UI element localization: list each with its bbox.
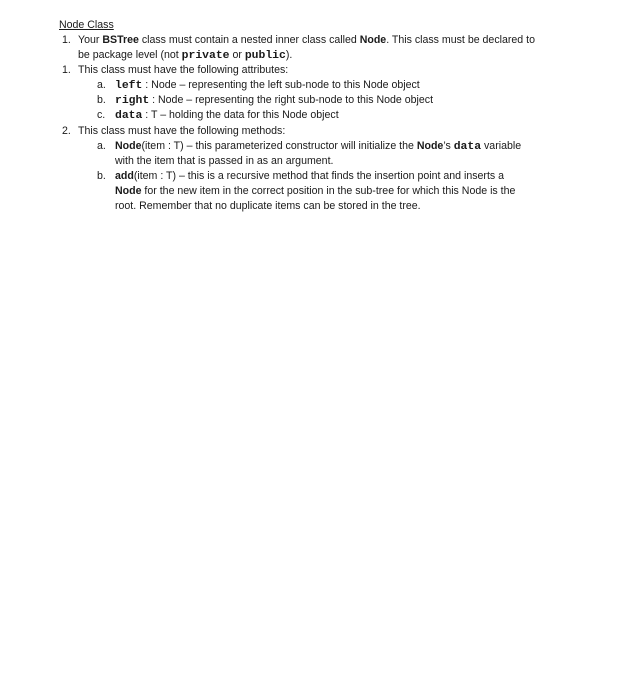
- method-add-line-2: [115, 184, 515, 199]
- left-field: left: [115, 80, 143, 92]
- method-add-desc: for the new item in the correct position in the sub-tree for which this Node is the: [141, 185, 516, 197]
- right-field: right: [115, 95, 150, 107]
- item-1-text: Your: [78, 34, 103, 46]
- item-1-line-1: [78, 33, 535, 48]
- item-1-text: be package level (not: [78, 49, 182, 61]
- item-3-number: 2.: [62, 125, 71, 137]
- item-1-text: . This class must be declared to: [386, 34, 535, 46]
- data-field: data: [453, 141, 482, 153]
- attribute-a-letter: a.: [97, 79, 106, 91]
- item-2-text: This class must have the following attributes:: [78, 64, 289, 76]
- item-2-number: 1.: [62, 64, 71, 76]
- node-classname: Node: [416, 140, 444, 152]
- item-3-text: This class must have the following methods:: [78, 125, 286, 137]
- method-add-desc: (item : T) – this is a recursive method that finds the insertion point and inserts a: [133, 170, 505, 182]
- item-1-text: class must contain a nested inner class called: [138, 34, 360, 46]
- method-node-line-2: with the item that is passed in as an argument.: [115, 155, 334, 167]
- attribute-left-desc: : Node – representing the left sub-node to this Node object: [142, 79, 420, 91]
- attribute-left: [115, 78, 420, 94]
- method-add-line-1: [115, 169, 504, 184]
- method-node-line-1: [115, 139, 521, 155]
- section-heading: Node Class: [59, 19, 114, 31]
- node-classname: Node: [359, 34, 387, 46]
- public-keyword: public: [244, 50, 286, 62]
- method-add-line-3: root. Remember that no duplicate items can be stored in the tree.: [115, 200, 421, 212]
- attribute-data-desc: : T – holding the data for this Node object: [142, 109, 339, 121]
- add-method-name: add: [115, 170, 134, 182]
- method-node-desc: variable: [481, 140, 522, 152]
- attribute-right-desc: : Node – representing the right sub-node to this Node object: [149, 94, 434, 106]
- node-classname: Node: [115, 185, 142, 197]
- attribute-c-letter: c.: [97, 109, 106, 121]
- node-constructor-name: Node: [115, 140, 142, 152]
- method-node-desc: ’s: [443, 140, 454, 152]
- data-field: data: [115, 110, 143, 122]
- item-1-number: 1.: [62, 34, 71, 46]
- method-a-letter: a.: [97, 140, 106, 152]
- bstree-classname: BSTree: [102, 34, 139, 46]
- item-1-text: or: [229, 49, 245, 61]
- item-1-text: ).: [285, 49, 293, 61]
- attribute-right: [115, 93, 433, 109]
- private-keyword: private: [181, 50, 230, 62]
- attribute-b-letter: b.: [97, 94, 106, 106]
- method-node-desc: (item : T) – this parameterized constructor will initialize the: [141, 140, 417, 152]
- attribute-data: [115, 108, 339, 124]
- item-1-line-2: [78, 48, 292, 64]
- method-b-letter: b.: [97, 170, 106, 182]
